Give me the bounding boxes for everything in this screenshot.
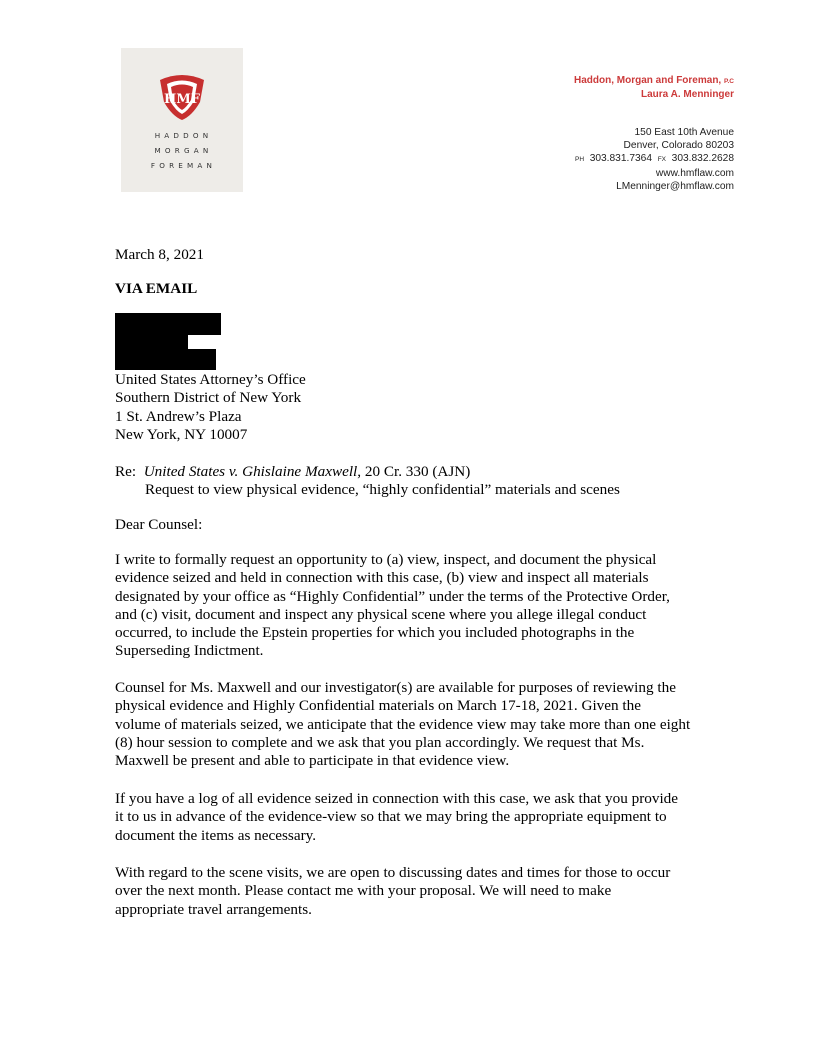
text-line: over the next month. Please contact me with your proposal. We will need to make [115, 882, 612, 900]
address-line: 150 East 10th Avenue [634, 127, 734, 138]
recipient-address [115, 371, 306, 444]
recipient-line: United States Attorney’s Office [115, 371, 306, 388]
logo-word: MORGAN [154, 146, 213, 155]
website: www.hmflaw.com [655, 167, 734, 179]
fax-label: FX [657, 156, 666, 164]
delivery-method: VIA EMAIL [115, 280, 198, 297]
phone-number: 303.831.7364 [589, 153, 653, 165]
text-line: designated by your office as “Highly Confidential” under the terms of the Protective Order, [115, 587, 670, 605]
re-line [115, 463, 620, 500]
recipient-line: 1 St. Andrew’s Plaza [115, 407, 242, 425]
firm-header [574, 74, 734, 101]
text-line: it to us in advance of the evidence-view so that we may bring the appropriate equipment to [115, 808, 667, 826]
text-line: and (c) visit, document and inspect any physical scene where you allege illegal conduct [115, 605, 647, 623]
text-line: (8) hour session to complete and we ask that you plan accordingly. We request that Ms. [115, 733, 645, 751]
logo-word: FOREMAN [150, 161, 217, 170]
text-line: Counsel for Ms. Maxwell and our investigator(s) are available for purposes of reviewing the [115, 679, 676, 696]
salutation: Dear Counsel: [115, 516, 203, 533]
text-line: I write to formally request an opportunity to (a) view, inspect, and document the physical [115, 551, 657, 568]
logo-monogram: HMF [164, 92, 200, 107]
logo-word: HADDON [154, 131, 213, 140]
re-subject: Request to view physical evidence, “highly confidential” materials and scenes [145, 481, 620, 499]
recipient-line: New York, NY 10007 [115, 425, 248, 443]
redaction-block [115, 349, 216, 370]
firm-address [575, 126, 734, 193]
redaction-block [115, 334, 188, 350]
letter-date: March 8, 2021 [115, 246, 204, 263]
paragraph [115, 790, 725, 845]
address-line: Denver, Colorado 80203 [623, 140, 734, 152]
redaction-block [115, 313, 221, 335]
firm-crest-icon [156, 72, 208, 122]
phone-fax-line [575, 152, 734, 166]
phone-label: PH [574, 156, 585, 164]
firm-name: Haddon, Morgan and Foreman, [573, 75, 722, 86]
re-case-name: United States v. Ghislaine Maxwell [143, 463, 358, 480]
text-line: Maxwell be present and able to participate in that evidence view. [115, 752, 510, 770]
paragraph [115, 679, 725, 770]
re-label: Re: [115, 463, 137, 480]
attorney-name: Laura A. Menninger [641, 89, 734, 100]
firm-logo [121, 48, 243, 192]
fax-number: 303.832.2628 [671, 153, 734, 165]
text-line: Superseding Indictment. [115, 642, 264, 660]
text-line: occurred, to include the Epstein properties for which you included photographs in the [115, 624, 635, 642]
recipient-line: Southern District of New York [115, 389, 302, 407]
text-line: appropriate travel arrangements. [115, 900, 312, 918]
text-line: evidence seized and held in connection with this case, (b) view and inspect all materials [115, 569, 649, 587]
email: LMenninger@hmflaw.com [616, 180, 734, 192]
text-line: If you have a log of all evidence seized in connection with this case, we ask that you provide [115, 790, 679, 807]
text-line: document the items as necessary. [115, 826, 317, 844]
text-line: volume of materials seized, we anticipate that the evidence view may take more than one eight [115, 715, 691, 733]
firm-suffix: P.C [724, 78, 734, 85]
logo-wordmark [121, 128, 243, 173]
text-line: With regard to the scene visits, we are open to discussing dates and times for those to occur [115, 864, 671, 881]
paragraph [115, 551, 725, 661]
re-case-number: , 20 Cr. 330 (AJN) [357, 463, 471, 480]
paragraph [115, 864, 725, 919]
text-line: physical evidence and Highly Confidential materials on March 17-18, 2021. Given the [115, 697, 641, 715]
